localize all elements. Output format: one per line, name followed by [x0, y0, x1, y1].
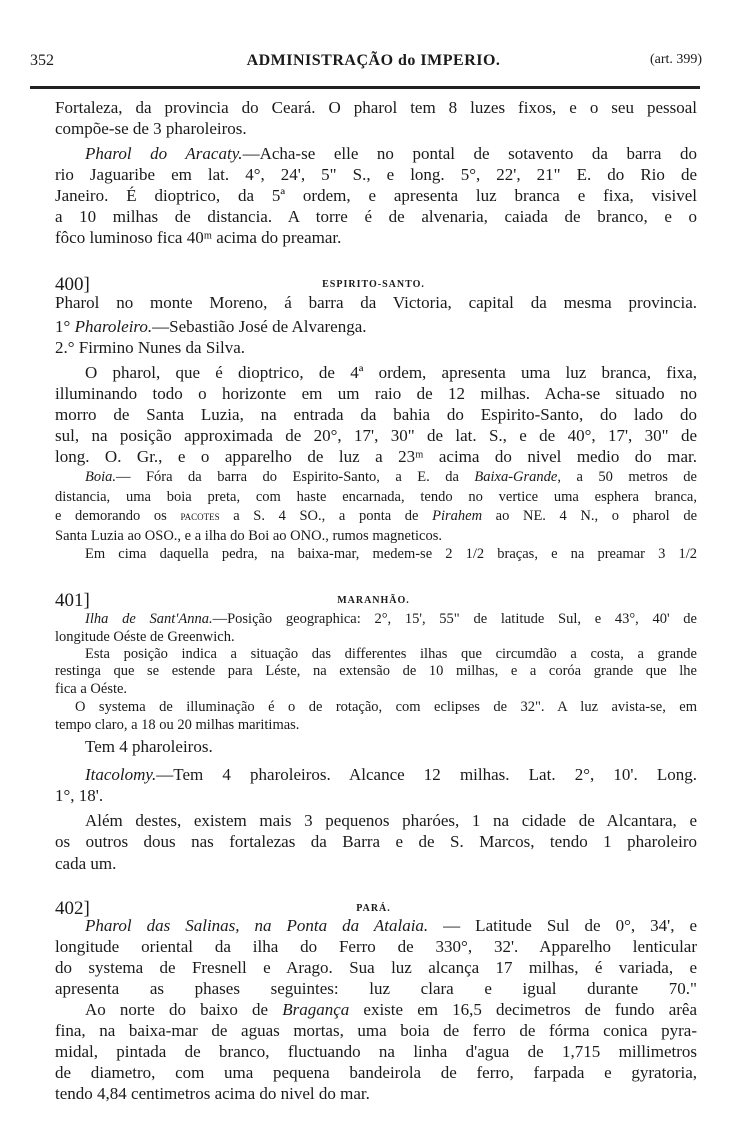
- text-segment: sul, na posição approximada de 20°, 17', 30" de lat. S., e de 40°, 17', 30" de: [55, 426, 697, 445]
- text-line: [55, 229, 341, 246]
- text-line: [55, 1064, 697, 1081]
- text-segment: longitude Oéste de Greenwich.: [55, 629, 235, 645]
- text-line: [85, 145, 697, 162]
- italic-text: Itacolomy.: [85, 765, 157, 784]
- text-segment: e demorando os: [55, 508, 181, 524]
- text-line: [55, 682, 127, 697]
- text-segment: —Tem 4 pharoleiros. Alcance 12 milhas. Lat. 2°, 10'. Long.: [156, 765, 697, 784]
- page-number: 352: [30, 52, 54, 69]
- italic-text: Boia.: [85, 469, 117, 485]
- text-segment: a S. 4 SO., a ponta de: [219, 508, 433, 524]
- text-line: [55, 490, 697, 505]
- text-line: [55, 385, 697, 402]
- text-line: [55, 833, 697, 850]
- text-line: [55, 1085, 370, 1102]
- text-segment: a 10 milhas de distancia. A torre é de alvenaria, caiada de branco, e o: [55, 207, 697, 226]
- text-segment: — Latitude Sul de 0°, 34', e: [428, 916, 697, 935]
- text-segment: O pharol, que é dioptrico, de 4ª ordem, apresenta uma luz branca, fixa,: [85, 363, 697, 382]
- text-segment: Ao norte do baixo de: [85, 1000, 283, 1019]
- text-segment: existe em 16,5 decimetros de fundo arêa: [349, 1000, 697, 1019]
- section-heading: PARÁ.: [356, 903, 391, 914]
- text-segment: midal, pintada de branco, fluctuando na linha d'agua de 1,715 millimetros: [55, 1042, 697, 1061]
- text-line: [85, 647, 697, 662]
- text-segment: fina, na baixa-mar de aguas mortas, uma boia de ferro de fórma conica pyra-: [55, 1021, 697, 1040]
- text-segment: apresenta as phases seguintes: luz clara e igual durante 70.": [55, 979, 697, 998]
- text-line: [55, 630, 235, 645]
- italic-text: Baixa-Grande: [474, 469, 558, 485]
- text-segment: —Posição geographica: 2°, 15', 55" de latitude Sul, e 43°, 40' de: [212, 611, 697, 627]
- text-line: [55, 339, 245, 356]
- italic-text: Bragança: [282, 1000, 350, 1019]
- text-line: [55, 166, 697, 183]
- text-segment: tendo 4,84 centimetros acima do nivel do mar.: [55, 1084, 370, 1103]
- text-line: [55, 406, 697, 423]
- text-line: [55, 980, 697, 997]
- italic-text: Pharoleiro.: [74, 317, 153, 336]
- text-line: [85, 364, 697, 381]
- text-line: [85, 547, 697, 562]
- text-line: [55, 1043, 697, 1060]
- text-line: [55, 938, 697, 955]
- section-number: 400]: [55, 274, 90, 295]
- text-segment: Santa Luzia ao OSO., e a ilha do Boi ao ONO., rumos magneticos.: [55, 528, 442, 544]
- text-line: [85, 470, 697, 485]
- text-segment: fôco luminoso fica 40ᵐ acima do preamar.: [55, 228, 342, 247]
- text-segment: rio Jaguaribe em lat. 4°, 24', 5" S., e long. 5°, 22', 21" E. do Rio de: [55, 165, 697, 184]
- text-line: [55, 208, 697, 225]
- text-segment: 1°, 18'.: [55, 786, 104, 805]
- text-segment: morro de Santa Luzia, na entrada da bahia do Espirito-Santo, do lado do: [55, 405, 697, 424]
- text-segment: fica a Oéste.: [55, 681, 128, 697]
- section-number: 401]: [55, 590, 90, 611]
- text-segment: Fortaleza, da provincia do Ceará. O pharol tem 8 luzes fixos, e o seu pessoal: [55, 98, 697, 117]
- italic-text: Pirahem: [432, 508, 483, 524]
- text-line: [55, 664, 697, 679]
- text-segment: compõe-se de 3 pharoleiros.: [55, 119, 247, 138]
- text-segment: Esta posição indica a situação das differentes ilhas que circumdão a costa, a grande: [85, 646, 697, 662]
- text-line: [85, 766, 697, 783]
- text-segment: restinga que se estende para Léste, na extensão de 10 milhas, e a coróa grande que lhe: [55, 663, 697, 679]
- text-line: [75, 700, 697, 715]
- text-line: [55, 99, 697, 116]
- text-line: [55, 529, 442, 544]
- text-line: [55, 787, 103, 804]
- italic-text: Ilha de Sant'Anna.: [85, 611, 213, 627]
- text-segment: Tem 4 pharoleiros.: [85, 737, 213, 756]
- text-line: [55, 448, 697, 465]
- text-segment: O systema de illuminação é o de rotação, com eclipses de 32". A luz avista-se, em: [75, 699, 697, 715]
- section-heading: MARANHÃO.: [337, 595, 410, 606]
- text-segment: os outros dous nas fortalezas da Barra e de S. Marcos, tendo 1 pharoleiro: [55, 832, 697, 851]
- text-line: [55, 718, 299, 733]
- text-segment: —Sebastião José de Alvarenga.: [152, 317, 367, 336]
- running-title: ADMINISTRAÇÃO do IMPERIO.: [246, 52, 501, 69]
- text-segment: long. O. Gr., e o apparelho de luz a 23ᵐ acima do nivel medio do mar.: [55, 447, 697, 466]
- section-number: 402]: [55, 898, 90, 919]
- text-line: [55, 120, 247, 137]
- text-line: [55, 318, 367, 335]
- text-line: [55, 1022, 697, 1039]
- text-line: [85, 1001, 697, 1018]
- article-reference: (art. 399): [650, 52, 703, 67]
- text-line: [85, 738, 213, 755]
- text-line: [85, 917, 697, 934]
- text-segment: 2.° Firmino Nunes da Silva.: [55, 338, 246, 357]
- text-segment: longitude oriental da ilha do Ferro de 330°, 32'. Apparelho lenticular: [55, 937, 697, 956]
- text-segment: , a 50 metros de: [557, 469, 697, 485]
- text-segment: Em cima daquella pedra, na baixa-mar, medem-se 2 1/2 braças, e na preamar 3 1/2: [85, 546, 697, 562]
- header-rule: [30, 86, 700, 89]
- italic-text: Pharol do Aracaty.: [85, 144, 243, 163]
- text-segment: de diametro, com uma pequena bandeirola de ferro, farpada e gyratoria,: [55, 1063, 697, 1082]
- text-line: [55, 959, 697, 976]
- text-line: [55, 509, 697, 524]
- text-line: [55, 855, 116, 872]
- section-heading: ESPIRITO-SANTO.: [322, 279, 425, 290]
- text-segment: illuminando todo o horizonte em um raio de 12 milhas. Acha-se situado no: [55, 384, 697, 403]
- text-segment: 1°: [55, 317, 75, 336]
- text-segment: Pharol no monte Moreno, á barra da Victoria, capital da mesma provincia.: [55, 293, 697, 312]
- text-segment: ao NE. 4 N., o pharol de: [482, 508, 697, 524]
- text-segment: distancia, uma boia preta, com haste encarnada, tendo no vertice uma esphera branca,: [55, 489, 697, 505]
- text-segment: tempo claro, a 18 ou 20 milhas maritimas.: [55, 717, 300, 733]
- text-segment: Além destes, existem mais 3 pequenos pharóes, 1 na cidade de Alcantara, e: [85, 811, 697, 830]
- text-line: [85, 612, 697, 627]
- text-segment: cada um.: [55, 854, 117, 873]
- text-line: [85, 812, 697, 829]
- text-segment: Janeiro. É dioptrico, da 5ª ordem, e apresenta luz branca e fixa, visivel: [55, 186, 697, 205]
- small-caps-text: pacotes: [180, 508, 220, 523]
- italic-text: Pharol das Salinas, na Ponta da Atalaia.: [85, 916, 429, 935]
- text-line: [55, 427, 697, 444]
- text-line: [55, 294, 697, 311]
- text-segment: do systema de Fresnell e Arago. Sua luz alcança 17 milhas, é variada, e: [55, 958, 697, 977]
- text-segment: — Fóra da barra do Espirito-Santo, a E. da: [116, 469, 475, 485]
- text-line: [55, 187, 697, 204]
- text-segment: —Acha-se elle no pontal de sotavento da barra do: [242, 144, 697, 163]
